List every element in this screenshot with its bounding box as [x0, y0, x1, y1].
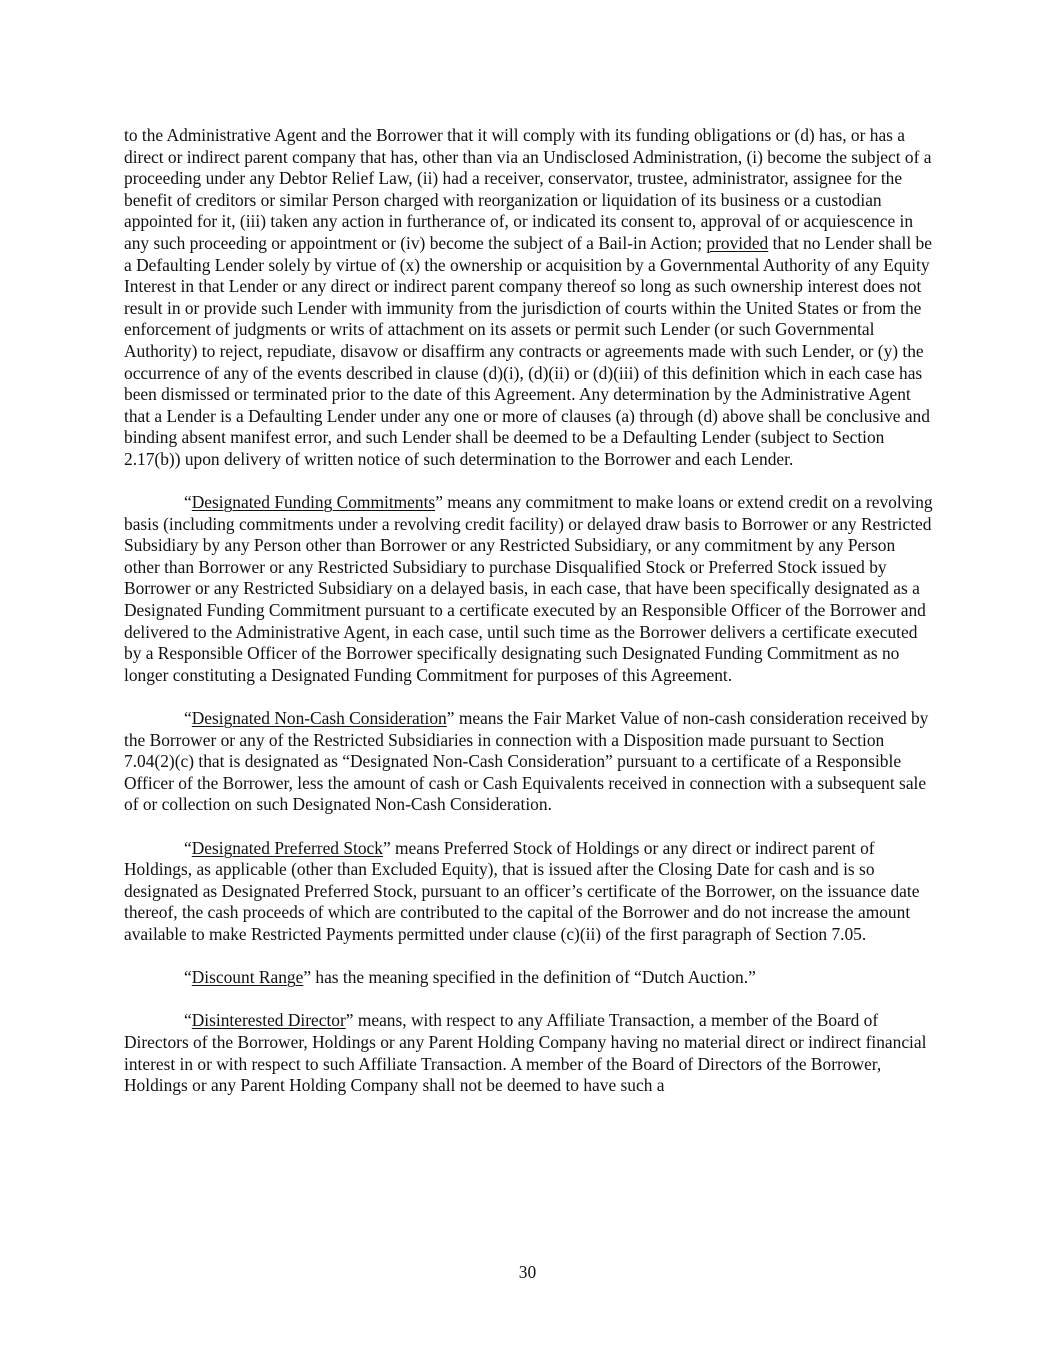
open-quote: “ — [184, 492, 192, 513]
paragraph-designated-funding-commitments — [124, 492, 934, 686]
definition-text: ” means any commitment to make loans or extend credit on a revolving basis (including commitments under a revolving credit facility) or delayed draw basis to Borrower or any Restricted Subsidiary by any Person other than Borrower or any Restricted Subsidiary, or any commitment by any Person other than Borrower or any Restricted Subsidiary to purchase Disqualified Stock or Preferred Stock issued by Borrower or any Restricted Subsidiary on a delayed basis, in each case, that have been specifically designated as a Designated Funding Commitment pursuant to a certificate executed by an Responsible Officer of the Borrower and delivered to the Administrative Agent, in each case, until such time as the Borrower delivers a certificate executed by a Responsible Officer of the Borrower specifically designating such Designated Funding Commitment as no longer constituting a Designated Funding Commitment for purposes of this Agreement. — [124, 492, 933, 685]
open-quote: “ — [184, 967, 192, 988]
definition-text: ” means Preferred Stock of Holdings or any direct or indirect parent of Holdings, as applicable (other than Excluded Equity), that is issued after the Closing Date for cash and is so designated as Designated Preferred Stock, pursuant to an officer’s certificate of the Borrower, on the issuance date thereof, the cash proceeds of which are contributed to the capital of the Borrower and do not increase the amount available to make Restricted Payments permitted under clause (c)(ii) of the first paragraph of Section 7.05. — [124, 837, 920, 944]
defined-term-designated-non-cash-consideration: Designated Non-Cash Consideration — [191, 708, 447, 729]
open-quote: “ — [184, 1010, 192, 1031]
defined-term-designated-funding-commitments: Designated Funding Commitments — [191, 492, 436, 513]
definition-text: ” has the meaning specified in the definition of “Dutch Auction.” — [303, 967, 756, 988]
paragraph-defaulting-lender-continued — [124, 125, 934, 471]
page-number: 30 — [518, 1262, 537, 1282]
open-quote: “ — [184, 837, 192, 858]
open-quote: “ — [184, 708, 192, 729]
defined-term-discount-range: Discount Range — [191, 967, 304, 988]
paragraph-designated-preferred-stock — [124, 838, 934, 946]
document-body — [124, 125, 934, 1118]
paragraph-text: that no Lender shall be a Defaulting Lender solely by virtue of (x) the ownership or acquisition by a Governmental Authority of any Equity Interest in that Lender or any direct or indirect parent company thereof so long as such ownership interest does not result in or provide such Lender with immunity from the jurisdiction of courts within the United States or from the enforcement of judgments or writs of attachment on its assets or permit such Lender (or such Governmental Authority) to reject, repudiate, disavow or disaffirm any contracts or agreements made with such Lender, or (y) the occurrence of any of the events described in clause (d)(i), (d)(ii) or (d)(iii) of this definition which in each case has been dismissed or terminated prior to the date of this Agreement. Any determination by the Administrative Agent that a Lender is a Defaulting Lender under any one or more of clauses (a) through (d) above shall be conclusive and binding absent manifest error, and such Lender shall be deemed to be a Defaulting Lender (subject to Section 2.17(b)) upon delivery of written notice of such determination to the Borrower and each Lender. — [124, 232, 932, 469]
definition-text: ” means, with respect to any Affiliate Transaction, a member of the Board of Directors of the Borrower, Holdings or any Parent Holding Company having no material direct or indirect financial interest in or with respect to such Affiliate Transaction. A member of the Board of Directors of the Borrower, Holdings or any Parent Holding Company shall not be deemed to have such a — [124, 1010, 927, 1096]
defined-term-disinterested-director: Disinterested Director — [191, 1010, 346, 1031]
paragraph-disinterested-director — [124, 1010, 934, 1096]
paragraph-text: to the Administrative Agent and the Borrower that it will comply with its funding obligations or (d) has, or has a direct or indirect parent company that has, other than via an Undisclosed Administration, (i) become the subject of a proceeding under any Debtor Relief Law, (ii) had a receiver, conservator, trustee, administrator, assignee for the benefit of creditors or similar Person charged with reorganization or liquidation of its business or a custodian appointed for it, (iii) taken any action in furtherance of, or indicated its consent to, approval of or acquiescence in any such proceeding or appointment or (iv) become the subject of a Bail-in Action; — [124, 125, 932, 253]
paragraph-designated-non-cash-consideration — [124, 708, 934, 816]
definition-text: ” means the Fair Market Value of non-cash consideration received by the Borrower or any of the Restricted Subsidiaries in connection with a Disposition made pursuant to Section 7.04(2)(c) that is designated as “Designated Non-Cash Consideration” pursuant to a certificate of a Responsible Officer of the Borrower, less the amount of cash or Cash Equivalents received in connection with a subsequent sale of or collection on such Designated Non-Cash Consideration. — [124, 708, 929, 815]
paragraph-discount-range — [124, 967, 934, 989]
defined-term-designated-preferred-stock: Designated Preferred Stock — [191, 837, 383, 858]
defined-term-provided: provided — [706, 232, 769, 253]
